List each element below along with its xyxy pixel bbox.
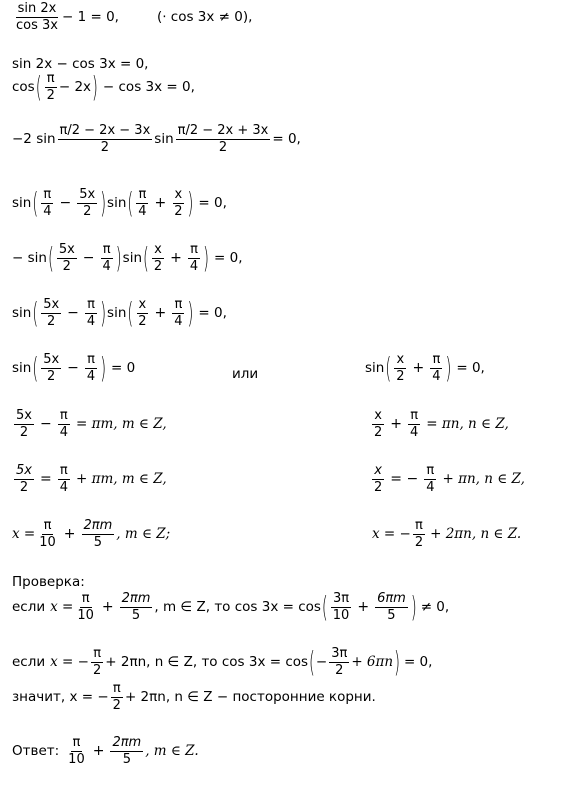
eq-text: −2 sin: [12, 131, 56, 148]
minus-sign: −: [67, 360, 79, 377]
or-text: или: [232, 366, 259, 382]
eq-text: + πm, m ∈ Z,: [75, 471, 167, 488]
fn-name: sin: [107, 305, 127, 322]
right-paren: ): [445, 351, 452, 386]
eq-line-8-right: [365, 351, 485, 386]
numerator: π: [43, 518, 52, 533]
numerator: 6πm: [377, 591, 406, 606]
eq-text: , m ∈ Z;: [116, 526, 171, 543]
if-word: если: [12, 654, 46, 671]
denominator: 10: [39, 534, 56, 550]
left-paren: (: [309, 645, 315, 680]
fraction: [430, 353, 442, 383]
numerator: x: [374, 463, 382, 478]
left-paren: (: [127, 186, 134, 221]
equals-minus-sign: = −: [390, 471, 419, 488]
numerator: 5x: [43, 297, 60, 312]
left-paren: (: [321, 590, 328, 625]
eq-line-8-left: [12, 351, 136, 386]
eq-line-14: [12, 682, 376, 712]
denominator: 4: [174, 313, 183, 329]
fraction: [136, 188, 148, 218]
fraction: [85, 353, 97, 383]
denominator: 2: [112, 697, 121, 713]
fn-name: sin: [12, 360, 32, 377]
numerator: π: [174, 297, 183, 312]
eq-text: x = −: [50, 654, 89, 671]
numerator: 5x: [43, 352, 60, 367]
right-paren: ): [203, 241, 210, 276]
denominator: 4: [59, 424, 68, 440]
numerator: 5x: [16, 463, 32, 478]
numerator: π: [410, 408, 419, 423]
left-paren: (: [127, 296, 134, 331]
fraction: [14, 2, 60, 32]
fraction: [172, 188, 184, 218]
denominator: 4: [86, 368, 96, 384]
eq-line-10-right: [370, 464, 525, 494]
plus-sign: +: [390, 416, 403, 433]
denominator: 2: [92, 662, 102, 678]
plus-sign: +: [63, 526, 76, 543]
denominator: 5: [387, 607, 396, 623]
plus-sign: +: [154, 195, 167, 212]
fraction: [372, 464, 384, 494]
fn-name: sin: [107, 195, 127, 212]
if-word: если: [12, 599, 46, 616]
numerator: π: [59, 463, 68, 478]
numerator: π/2 − 2x − 3x: [59, 123, 151, 138]
plus-sign: +: [170, 250, 182, 267]
eq-line-12: [12, 590, 450, 625]
denominator: 10: [77, 607, 94, 623]
numerator: 5x: [79, 187, 96, 202]
numerator: 5x: [58, 242, 75, 257]
left-paren: (: [32, 296, 39, 331]
eq-text: + 2πn, n ∈ Z.: [430, 526, 522, 543]
fraction: [14, 409, 34, 439]
fn-name: − sin: [12, 250, 47, 267]
numerator: π: [59, 408, 68, 423]
fraction: [37, 519, 58, 549]
fraction: [82, 519, 115, 549]
fraction: [176, 124, 271, 154]
fraction: [58, 409, 70, 439]
denominator: 5: [122, 751, 131, 767]
eq-line-9-left: [12, 409, 167, 439]
fraction: [408, 409, 420, 439]
eq-line-11-left: [12, 519, 170, 549]
fraction: [45, 72, 57, 102]
fraction: [57, 243, 77, 273]
denominator: 2: [83, 203, 92, 219]
plus-sign: +: [92, 743, 105, 760]
minus-sign: −: [59, 195, 72, 212]
eq-text: = 0,: [456, 360, 485, 377]
eq-line-6: [12, 241, 243, 276]
eq-text: − cos 3x = 0,: [102, 79, 195, 96]
numerator: π: [87, 352, 95, 367]
numerator: π: [432, 352, 441, 367]
fraction: [14, 464, 34, 494]
eq-line-9-right: [370, 409, 509, 439]
eq-line-10-left: [12, 464, 167, 494]
fraction: [329, 647, 349, 677]
numerator: π: [102, 242, 111, 257]
fraction: [85, 298, 97, 328]
denominator: 10: [332, 607, 350, 623]
fraction: [120, 592, 153, 622]
right-paren: ): [100, 296, 107, 331]
denominator: 2: [46, 87, 55, 103]
numerator: π: [46, 71, 55, 86]
numerator: π/2 − 2x + 3x: [177, 123, 269, 138]
denominator: 2: [62, 258, 71, 274]
plus-sign: +: [357, 599, 370, 616]
denominator: 2: [100, 139, 110, 155]
fraction: [172, 298, 184, 328]
denominator: 2: [19, 479, 29, 495]
right-paren: ): [92, 70, 98, 105]
numerator: π: [112, 681, 121, 696]
numerator: 2πm: [121, 591, 151, 606]
fraction: [152, 243, 164, 273]
denominator: 2: [374, 424, 383, 440]
denominator: 10: [68, 751, 85, 767]
fn-name: cos: [12, 79, 35, 96]
denominator: 4: [43, 203, 52, 219]
fraction: [331, 592, 352, 622]
denominator: 4: [432, 368, 441, 384]
eq-text: ≠ 0,: [420, 599, 450, 616]
check-heading: [12, 574, 85, 590]
numerator: π: [81, 591, 90, 606]
denominator: 4: [59, 479, 68, 495]
fraction: [188, 243, 200, 273]
numerator: 3π: [333, 591, 350, 606]
minus-sign: −: [67, 305, 79, 322]
left-paren: (: [32, 351, 39, 386]
left-paren: (: [143, 241, 149, 276]
fraction: [394, 353, 406, 383]
fraction: [41, 298, 61, 328]
fraction: [413, 519, 425, 549]
numerator: x: [154, 242, 162, 257]
right-paren: ): [394, 645, 400, 680]
right-paren: ): [115, 241, 122, 276]
eq-text: значит, x = −: [12, 689, 109, 706]
eq-text: = 0,: [198, 305, 227, 322]
denominator: 4: [86, 313, 96, 329]
eq-text: x = −: [372, 526, 411, 543]
fraction: [58, 464, 70, 494]
numerator: π: [43, 187, 52, 202]
denominator: 2: [47, 368, 56, 384]
left-paren: (: [385, 351, 392, 386]
numerator: π: [72, 735, 81, 750]
numerator: x: [138, 297, 147, 312]
right-paren: ): [187, 186, 194, 221]
denominator: 2: [153, 258, 163, 274]
condition-text: (⋅ cos 3x ≠ 0),: [156, 9, 253, 26]
eq-line-4: [12, 124, 301, 154]
eq-text: sin 2x − cos 3x = 0,: [12, 56, 149, 72]
eq-text: + 6πn: [351, 654, 394, 671]
numerator: π: [87, 297, 95, 312]
eq-text: −: [315, 654, 328, 671]
equals-sign: =: [39, 471, 52, 488]
denominator: 4: [410, 424, 419, 440]
eq-text: − 2x: [58, 79, 92, 96]
plus-sign: +: [154, 305, 167, 322]
denominator: 4: [102, 258, 111, 274]
fn-name: sin: [365, 360, 385, 377]
denominator: 2: [335, 662, 344, 678]
minus-sign: −: [82, 250, 95, 267]
left-paren: (: [47, 241, 54, 276]
eq-line-3: [12, 70, 195, 105]
answer-line: [12, 736, 199, 766]
numerator: π: [93, 646, 102, 661]
denominator: 2: [396, 368, 405, 384]
fn-name: sin: [122, 250, 142, 267]
eq-line-11-right: [372, 519, 521, 549]
fraction: [111, 682, 123, 712]
denominator: 4: [138, 203, 147, 219]
fraction: [66, 736, 87, 766]
eq-text: = 0,: [198, 195, 227, 212]
answer-label: Ответ:: [12, 743, 60, 760]
right-paren: ): [100, 351, 107, 386]
denominator: 2: [19, 424, 29, 440]
eq-line-7: [12, 296, 227, 331]
denominator: 2: [138, 313, 147, 329]
fraction: [77, 188, 97, 218]
eq-text: x =: [12, 526, 36, 543]
eq-text: + 2πn, n ∈ Z − посторонние корни.: [124, 689, 376, 706]
fn-name: sin: [12, 195, 32, 212]
eq-line-13: [12, 645, 433, 680]
numerator: x: [174, 187, 183, 202]
eq-text: = 0,: [214, 250, 243, 267]
denominator: 2: [47, 313, 56, 329]
numerator: 2πm: [83, 518, 113, 533]
denominator: 2: [374, 479, 383, 495]
eq-text: + πn, n ∈ Z,: [442, 471, 525, 488]
numerator: x: [396, 352, 405, 367]
left-paren: (: [32, 186, 39, 221]
fn-name: sin: [154, 131, 174, 148]
denominator: 4: [189, 258, 199, 274]
denominator: 2: [174, 203, 183, 219]
eq-line-2: [12, 56, 148, 72]
or-word: [232, 366, 258, 382]
eq-text: , m ∈ Z.: [145, 743, 199, 760]
numerator: π: [138, 187, 147, 202]
fraction: [75, 592, 96, 622]
right-paren: ): [100, 186, 107, 221]
eq-text: + 2πn, n ∈ Z, то cos 3x = cos: [105, 654, 309, 671]
fraction: [91, 647, 103, 677]
fraction: [110, 736, 143, 766]
numerator: 5x: [16, 408, 32, 423]
eq-line-5: [12, 186, 227, 221]
fraction: [372, 409, 384, 439]
eq-text: = πm, m ∈ Z,: [75, 416, 167, 433]
eq-text: = 0: [111, 360, 136, 377]
fraction: [58, 124, 153, 154]
denominator: 2: [218, 139, 228, 155]
denominator: 4: [426, 479, 435, 495]
numerator: π: [190, 242, 198, 257]
eq-text: , m ∈ Z, то cos 3x = cos: [154, 599, 321, 616]
numerator: sin 2x: [17, 1, 57, 16]
plus-sign: +: [101, 599, 114, 616]
denominator: cos 3x: [16, 17, 58, 33]
denominator: 2: [414, 534, 424, 550]
eq-text: − 1 = 0,: [61, 9, 119, 26]
eq-line-1: [12, 2, 252, 32]
eq-text: = 0,: [272, 131, 301, 148]
numerator: π: [426, 463, 435, 478]
right-paren: ): [410, 590, 417, 625]
numerator: 2πm: [112, 735, 142, 750]
fraction: [41, 188, 53, 218]
fraction: [424, 464, 436, 494]
numerator: π: [415, 518, 423, 533]
eq-text: x =: [50, 599, 74, 616]
minus-sign: −: [39, 416, 52, 433]
check-text: Проверка:: [12, 574, 85, 590]
fn-name: sin: [12, 305, 32, 322]
plus-sign: +: [412, 360, 425, 377]
fraction: [101, 243, 113, 273]
denominator: 5: [93, 534, 103, 550]
denominator: 5: [131, 607, 141, 623]
fraction: [375, 592, 408, 622]
eq-text: = 0,: [403, 654, 433, 671]
eq-text: = πn, n ∈ Z,: [426, 416, 509, 433]
right-paren: ): [187, 296, 194, 331]
fraction: [136, 298, 148, 328]
left-paren: (: [35, 70, 42, 105]
numerator: x: [374, 408, 382, 423]
fraction: [41, 353, 61, 383]
numerator: 3π: [331, 646, 348, 661]
